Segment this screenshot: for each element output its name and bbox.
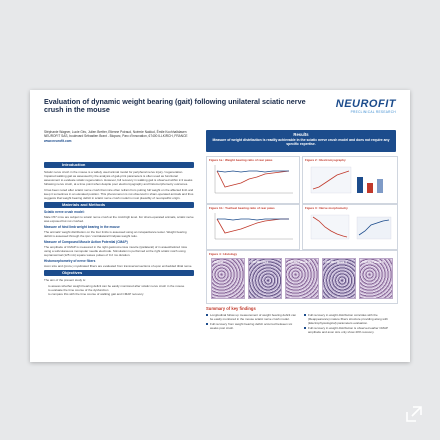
logo-tagline: PRECLINICAL RESEARCH <box>350 110 396 114</box>
histology-label: SHAM <box>214 260 223 264</box>
figure-3 <box>302 204 398 250</box>
figure-2-title: Figure 2 : Electromyography <box>305 158 346 162</box>
figure-4-title: Figure 4 : Histology <box>209 252 238 256</box>
objectives-lead: The aim of the present study is: <box>44 278 86 282</box>
histology-image <box>285 258 319 299</box>
results-subheading: Measure of weight distribution is readily achievable in the sciatic nerve crush model and does not require any specific expertise. <box>212 138 390 147</box>
summary-item: Full recovery in weight distribution coincides with the (Reappearance) mature fibers structure providing along with (Electrophysiological) parameters evaluation. <box>304 313 396 325</box>
author-list: Stéphanie Wagner, Lucie Géc, Julien Bretter, Etienne Poiraud, Noémie Naidud, Émile Kochhaltdasen <box>44 130 187 134</box>
summary-section <box>206 304 396 335</box>
method-2-text: The amplitude of CMAP is measured in the right gastrocnemius muscle (ipsilateral) of in anaesthetized mice using a subcutaneous monopolar needle electrode. Stimulation is performed at the right sciatic notch using supramaximal (125 mA) square waves pulses of 0.2 ms duration. <box>44 245 188 257</box>
histology-label: CRUSH Week 3 <box>288 260 310 264</box>
poster-title: Evaluation of dynamic weight bearing (gait) following unilateral sciatic nerve crush in the mouse <box>44 97 306 115</box>
summary-item: Longitudinal follow up measurement of weight bearing deficit can be easily monitored in the mouse sciatic nerve crush model. <box>206 313 298 321</box>
right-column <box>206 130 396 152</box>
histology-image <box>359 258 393 299</box>
figure-2 <box>302 156 398 204</box>
model-title: Sciatic nerve crush model: <box>44 210 85 214</box>
histology-image <box>211 258 245 299</box>
objective-item: to assess whether weight bearing deficit can be easily monitored after sciatic nerve crush in the mouse <box>48 284 185 288</box>
method-3-title: Histomorphometry of nerve fibers <box>44 259 96 263</box>
figure-1b-title: Figure 1b : Toe/heel bearing ratio of rear paws <box>209 206 275 210</box>
intro-heading: Introduction <box>44 162 194 168</box>
summary-columns <box>206 313 396 335</box>
objective-item: to compare this with the time course of walking gait and CMAP recovery <box>48 292 144 296</box>
results-banner <box>206 130 396 152</box>
methods-heading: Materials and Methods <box>44 202 194 208</box>
method-2-title: Measure of Compound Muscle Action Potential (CMAP) <box>44 240 128 244</box>
poster-header <box>30 90 410 130</box>
histology-label: CRUSH Week 5 <box>362 260 384 264</box>
expand-icon[interactable] <box>404 404 424 424</box>
histology-row <box>211 258 393 299</box>
affiliation: NEUROFIT SAS, boulevard Sébastien Brant - Bioparc, Parc d'Innovation, 67400 ILLKIRCH, FRANCE <box>44 134 188 139</box>
method-3-text: Axon size and (proto-) myelinated fibers are evaluated from transversal sections of epon embedded tibial nerve. <box>44 264 193 268</box>
figure-3-plot <box>307 211 393 243</box>
neurofit-logo <box>326 98 396 122</box>
figure-1b-plot <box>211 211 295 243</box>
histology-image <box>248 258 282 299</box>
histology-image <box>322 258 356 299</box>
poster <box>30 90 410 362</box>
summary-column-left <box>206 313 298 335</box>
results-heading: Results <box>293 132 309 137</box>
histology-label: CRUSH Week 4 <box>325 260 347 264</box>
figure-1a-plot <box>211 163 295 197</box>
summary-item: Full recovery from weight bearing deficit occurred between six weeks post crush. <box>206 322 298 330</box>
intro-text-1: Sciatic nerve crush in the mouse is a widely used animal model for peripheral nerve injury / regeneration. Impaired walking gait as assessed by the analysis of gait-print parameters is often used as functional assessment to evaluate sciatic regeneration. However, full recovery in walking gait is observed within 2-3 weeks following nerve crush, at a time point when despite poor electromyography and histomorphometry outcomes. <box>44 170 193 186</box>
summary-heading: Summary of key findings <box>206 306 256 311</box>
method-1-title: Measure of hind limb weight bearing in the mouse <box>44 225 120 229</box>
figure-1a <box>206 156 300 204</box>
website-link: www.neurofit.com <box>44 138 72 143</box>
summary-column-right <box>304 313 396 335</box>
figure-1a-title: Figure 1a : Weight bearing ratio of rear paws <box>209 158 273 162</box>
figure-3-title: Figure 3 : Nerve morphometry <box>305 206 348 210</box>
intro-text-2: It has been noted after sciatic nerve crush that mice often refrain from putting full weight on the affected limb and keep it sometimes in an elevated position. This phenomenon is not observed in sham-operated animals and thus suggests that weight bearing deficit in sciatic nerve crush model is most plausibly of neuropathic origin. <box>44 188 194 200</box>
objective-item: to evaluate the time course of the dysfunction <box>48 288 109 292</box>
histology-label: CRUSH D14 <box>251 260 269 264</box>
figure-1b <box>206 204 300 250</box>
method-1-text: The animals' weight distribution on the four limbs is assessed using an incapacitance tester. Weight bearing deficit is assessed through the ipsi / contralateral hindpaw weight ratio. <box>44 230 187 238</box>
figure-4 <box>206 250 398 304</box>
model-text: Male C57 mice are subject to sciatic nerve crush at the mid-thigh level. For sham-operated animals, sciatic nerve was exposed but not crushed. <box>44 215 194 223</box>
figure-2-plot <box>307 163 393 197</box>
summary-item: Full recovery in weight distribution is observed earlier CMAP amplitude and axon size only show 40% recovery. <box>304 326 396 334</box>
left-column <box>44 160 194 296</box>
authors-block <box>44 130 194 143</box>
objectives-heading: Objectives <box>44 270 194 276</box>
logo-wordmark: NEUROFIT <box>335 98 396 110</box>
